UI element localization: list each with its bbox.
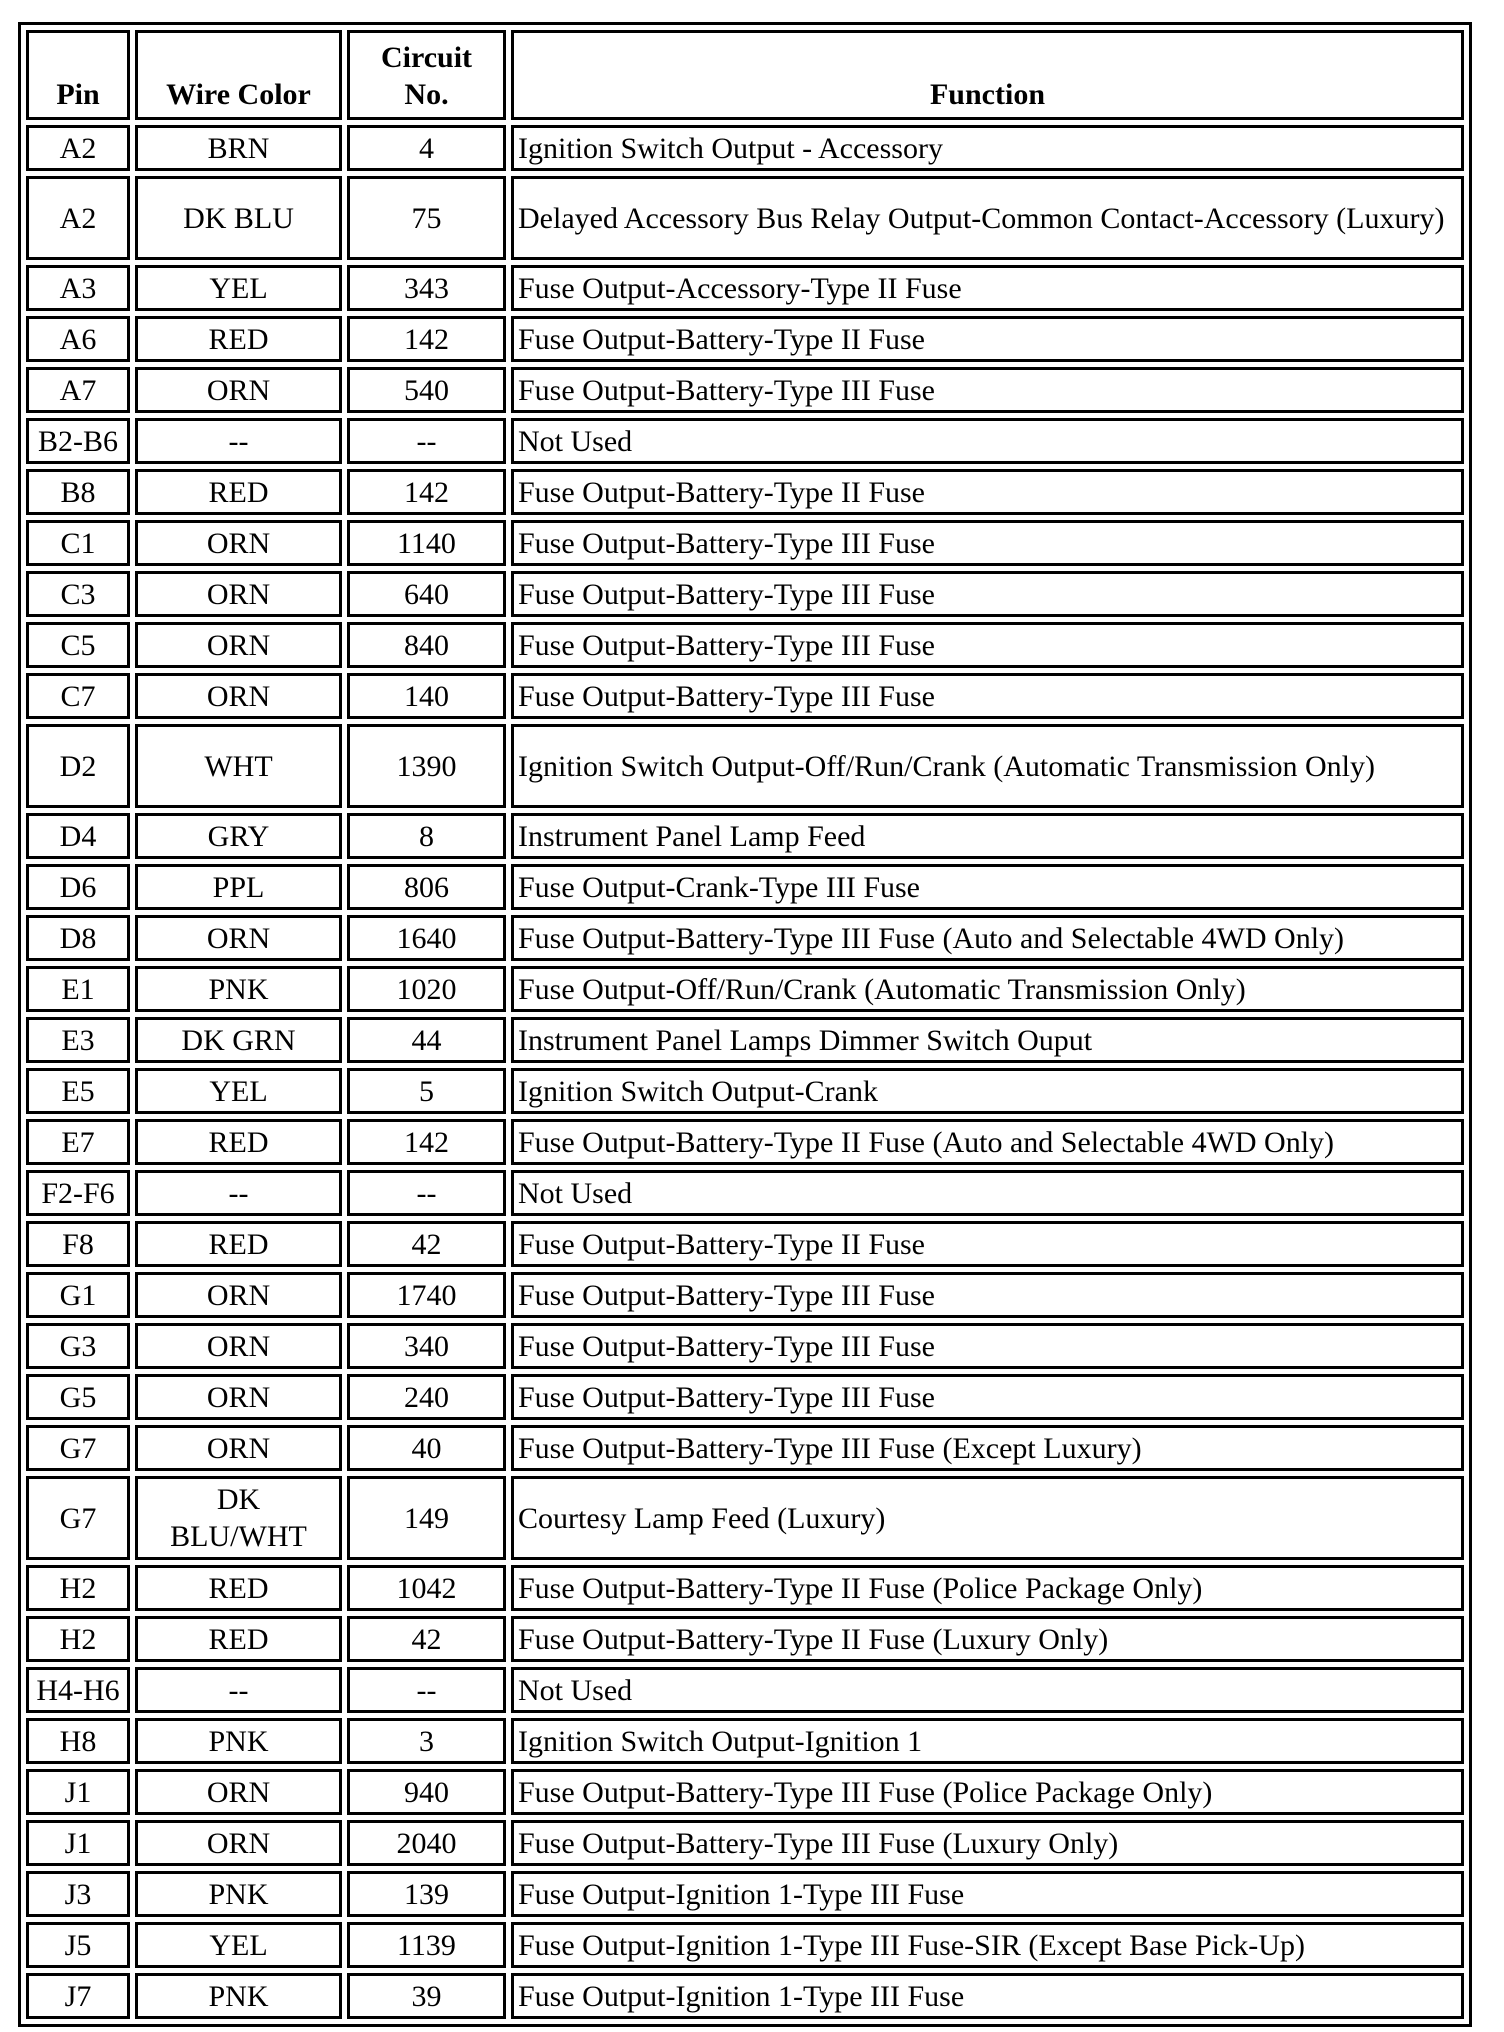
circuit-no-cell: 540 [347,367,506,413]
circuit-no-cell: 940 [347,1769,506,1815]
wire-color-cell: ORN [135,571,342,617]
table-row [26,1374,1464,1420]
table-row [26,1667,1464,1713]
function-cell: Fuse Output-Battery-Type II Fuse (Auto and Selectable 4WD Only) [511,1119,1464,1165]
pin-cell: B8 [26,469,130,515]
wire-color-cell: RED [135,316,342,362]
table-row [26,1616,1464,1662]
pin-cell: E7 [26,1119,130,1165]
function-cell: Fuse Output-Off/Run/Crank (Automatic Transmission Only) [511,966,1464,1012]
header-pin: Pin [26,30,130,120]
pin-cell: F2-F6 [26,1170,130,1216]
pin-cell: A2 [26,176,130,260]
wire-color-cell: RED [135,1221,342,1267]
wire-color-cell: RED [135,1565,342,1611]
circuit-no-cell: 4 [347,125,506,171]
wire-color-cell: YEL [135,1068,342,1114]
wire-color-cell: ORN [135,1323,342,1369]
pin-cell: H2 [26,1616,130,1662]
table-row [26,1068,1464,1114]
pin-cell: G7 [26,1476,130,1560]
function-cell: Fuse Output-Battery-Type III Fuse [511,520,1464,566]
function-cell: Fuse Output-Accessory-Type II Fuse [511,265,1464,311]
pin-cell: J3 [26,1871,130,1917]
wire-color-cell: PNK [135,966,342,1012]
table-row [26,673,1464,719]
header-circuit-line1: Circuit [380,41,473,74]
function-cell: Fuse Output-Ignition 1-Type III Fuse-SIR (Except Base Pick-Up) [511,1922,1464,1968]
circuit-no-cell: 1140 [347,520,506,566]
table-row [26,813,1464,859]
wire-color-cell: -- [135,1170,342,1216]
pin-cell: A7 [26,367,130,413]
function-cell: Fuse Output-Battery-Type II Fuse [511,316,1464,362]
pin-cell: C7 [26,673,130,719]
pin-cell: A2 [26,125,130,171]
circuit-no-cell: 340 [347,1323,506,1369]
circuit-no-cell: -- [347,1667,506,1713]
wire-color-cell: ORN [135,1374,342,1420]
wire-color-cell: PNK [135,1871,342,1917]
circuit-no-cell: 1020 [347,966,506,1012]
pin-cell: C1 [26,520,130,566]
pin-cell: A6 [26,316,130,362]
table-row [26,1820,1464,1866]
wire-color-cell: WHT [135,724,342,808]
wire-color-cell: ORN [135,1820,342,1866]
wire-color-cell: PNK [135,1718,342,1764]
function-cell: Fuse Output-Battery-Type III Fuse (Police Package Only) [511,1769,1464,1815]
wire-color-cell: RED [135,1119,342,1165]
circuit-no-cell: 8 [347,813,506,859]
wire-color-cell: GRY [135,813,342,859]
table-body [26,125,1464,2019]
table-row [26,1221,1464,1267]
pin-cell: H8 [26,1718,130,1764]
circuit-no-cell: 240 [347,1374,506,1420]
wire-color-cell: ORN [135,622,342,668]
function-cell: Ignition Switch Output - Accessory [511,125,1464,171]
pin-cell: E1 [26,966,130,1012]
function-cell: Fuse Output-Battery-Type III Fuse [511,1323,1464,1369]
pin-cell: J7 [26,1973,130,2019]
header-circuit-no [347,30,506,120]
circuit-no-cell: 139 [347,1871,506,1917]
pin-cell: J5 [26,1922,130,1968]
circuit-no-cell: 1740 [347,1272,506,1318]
function-cell: Fuse Output-Battery-Type II Fuse [511,469,1464,515]
circuit-no-cell: 75 [347,176,506,260]
wire-color-cell: ORN [135,915,342,961]
circuit-no-cell: 840 [347,622,506,668]
table-row [26,864,1464,910]
function-cell: Fuse Output-Crank-Type III Fuse [511,864,1464,910]
wire-color-cell: RED [135,469,342,515]
pin-function-table [18,22,1472,2027]
circuit-no-cell: 142 [347,1119,506,1165]
circuit-no-cell: 44 [347,1017,506,1063]
header-wire-color: Wire Color [135,30,342,120]
wire-color-cell: -- [135,418,342,464]
pin-cell: H2 [26,1565,130,1611]
circuit-no-cell: 3 [347,1718,506,1764]
table-row [26,1017,1464,1063]
wire-color-cell: ORN [135,673,342,719]
circuit-no-cell: 42 [347,1616,506,1662]
pin-cell: E3 [26,1017,130,1063]
pin-cell: H4-H6 [26,1667,130,1713]
circuit-no-cell: 1042 [347,1565,506,1611]
circuit-no-cell: 806 [347,864,506,910]
pin-cell: A3 [26,265,130,311]
function-cell: Fuse Output-Battery-Type III Fuse (Auto and Selectable 4WD Only) [511,915,1464,961]
table-row [26,1170,1464,1216]
pin-cell: D2 [26,724,130,808]
circuit-no-cell: 1390 [347,724,506,808]
table-row [26,915,1464,961]
function-cell: Fuse Output-Battery-Type II Fuse [511,1221,1464,1267]
circuit-no-cell: 2040 [347,1820,506,1866]
pin-cell: C5 [26,622,130,668]
pin-cell: J1 [26,1820,130,1866]
wire-color-cell: ORN [135,367,342,413]
pin-cell: G7 [26,1425,130,1471]
table-row [26,1119,1464,1165]
pin-cell: B2-B6 [26,418,130,464]
circuit-no-cell: 42 [347,1221,506,1267]
header-row [26,30,1464,120]
wire-color-cell: -- [135,1667,342,1713]
function-cell: Instrument Panel Lamp Feed [511,813,1464,859]
table-row [26,316,1464,362]
pin-cell: D6 [26,864,130,910]
pin-cell: D8 [26,915,130,961]
function-cell: Fuse Output-Battery-Type III Fuse [511,571,1464,617]
wire-color-cell: BRN [135,125,342,171]
pin-cell: F8 [26,1221,130,1267]
wire-color-cell: YEL [135,1922,342,1968]
function-cell: Not Used [511,1667,1464,1713]
function-cell: Instrument Panel Lamps Dimmer Switch Ouput [511,1017,1464,1063]
function-cell: Fuse Output-Battery-Type II Fuse (Luxury Only) [511,1616,1464,1662]
circuit-no-cell: 640 [347,571,506,617]
pin-cell: G1 [26,1272,130,1318]
circuit-no-cell: -- [347,418,506,464]
wire-color-cell: ORN [135,520,342,566]
wire-color-cell: DK BLU/WHT [135,1476,342,1560]
pin-cell: G3 [26,1323,130,1369]
function-cell: Fuse Output-Battery-Type III Fuse [511,673,1464,719]
table-row [26,418,1464,464]
table-row [26,176,1464,260]
table-row [26,469,1464,515]
table-row [26,1272,1464,1318]
circuit-no-cell: 142 [347,316,506,362]
table-row [26,1718,1464,1764]
header-function: Function [511,30,1464,120]
pin-cell: J1 [26,1769,130,1815]
function-cell: Ignition Switch Output-Off/Run/Crank (Automatic Transmission Only) [511,724,1464,808]
circuit-no-cell: 149 [347,1476,506,1560]
table-row [26,265,1464,311]
table-row [26,622,1464,668]
table-row [26,1973,1464,2019]
wire-color-cell: ORN [135,1272,342,1318]
function-cell: Ignition Switch Output-Crank [511,1068,1464,1114]
table-row [26,1476,1464,1560]
function-cell: Not Used [511,418,1464,464]
wire-color-cell: DK GRN [135,1017,342,1063]
wire-color-cell: PNK [135,1973,342,2019]
function-cell: Ignition Switch Output-Ignition 1 [511,1718,1464,1764]
circuit-no-cell: 343 [347,265,506,311]
circuit-no-cell: 1139 [347,1922,506,1968]
table-row [26,520,1464,566]
wire-color-cell: DK BLU [135,176,342,260]
wire-color-cell: ORN [135,1425,342,1471]
circuit-no-cell: 1640 [347,915,506,961]
circuit-no-cell: 140 [347,673,506,719]
table-row [26,1323,1464,1369]
function-cell: Fuse Output-Battery-Type II Fuse (Police Package Only) [511,1565,1464,1611]
table-row [26,724,1464,808]
circuit-no-cell: 40 [347,1425,506,1471]
table-row [26,1769,1464,1815]
pin-cell: D4 [26,813,130,859]
header-circuit-line2: No. [404,78,449,111]
table-row [26,571,1464,617]
function-cell: Fuse Output-Battery-Type III Fuse [511,1272,1464,1318]
table-row [26,1871,1464,1917]
function-cell: Courtesy Lamp Feed (Luxury) [511,1476,1464,1560]
function-cell: Fuse Output-Battery-Type III Fuse (Luxury Only) [511,1820,1464,1866]
table-row [26,1425,1464,1471]
pin-cell: E5 [26,1068,130,1114]
circuit-no-cell: 39 [347,1973,506,2019]
table-row [26,1565,1464,1611]
function-cell: Delayed Accessory Bus Relay Output-Common Contact-Accessory (Luxury) [511,176,1464,260]
table-row [26,125,1464,171]
wire-color-cell: ORN [135,1769,342,1815]
pin-cell: C3 [26,571,130,617]
table-row [26,966,1464,1012]
table-row [26,1922,1464,1968]
function-cell: Fuse Output-Ignition 1-Type III Fuse [511,1973,1464,2019]
function-cell: Fuse Output-Battery-Type III Fuse [511,367,1464,413]
function-cell: Fuse Output-Battery-Type III Fuse (Except Luxury) [511,1425,1464,1471]
wire-color-cell: RED [135,1616,342,1662]
wire-color-cell: YEL [135,265,342,311]
wire-color-cell: PPL [135,864,342,910]
function-cell: Fuse Output-Battery-Type III Fuse [511,1374,1464,1420]
circuit-no-cell: -- [347,1170,506,1216]
table-row [26,367,1464,413]
function-cell: Fuse Output-Battery-Type III Fuse [511,622,1464,668]
pin-cell: G5 [26,1374,130,1420]
function-cell: Fuse Output-Ignition 1-Type III Fuse [511,1871,1464,1917]
circuit-no-cell: 142 [347,469,506,515]
function-cell: Not Used [511,1170,1464,1216]
circuit-no-cell: 5 [347,1068,506,1114]
